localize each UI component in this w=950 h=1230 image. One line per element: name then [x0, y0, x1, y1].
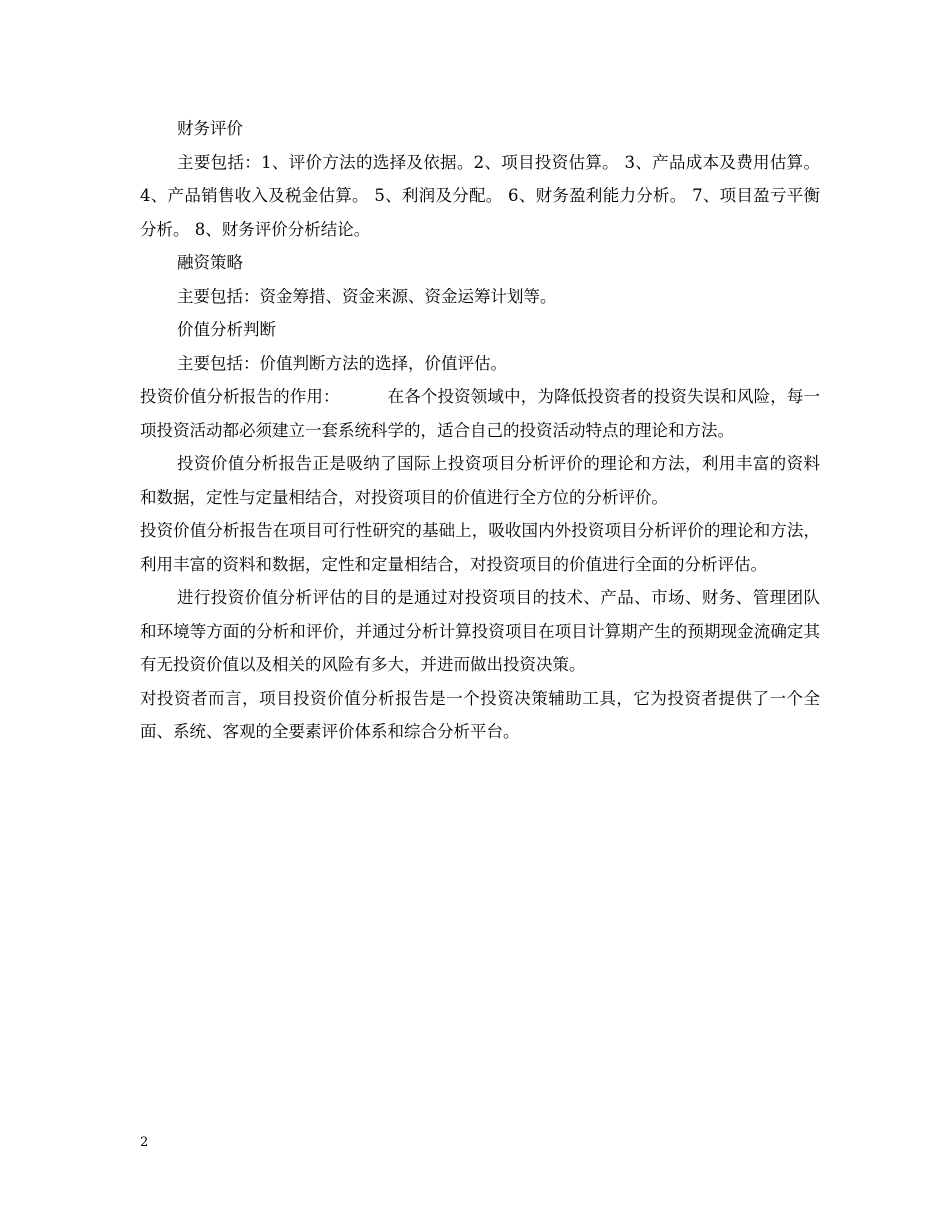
document-page [140, 112, 820, 749]
section-heading-financial-evaluation: 财务评价 [177, 119, 243, 138]
body-paragraph: 投资价值分析报告在项目可行性研究的基础上，吸收国内外投资项目分析评价的理论和方法，利用丰富的资料和数据，定性和定量相结合，对投资项目的价值进行全面的分析评估。 [140, 521, 820, 574]
section-body-financial-evaluation: 主要包括：1、评价方法的选择及依据。2、项目投资估算。 3、产品成本及费用估算。 4、产品销售收入及税金估算。 5、利润及分配。 6、财务盈利能力分析。 7、项目盈亏平衡分析。 8、财务评价分析结论。 [140, 152, 820, 239]
body-paragraph: 投资价值分析报告正是吸纳了国际上投资项目分析评价的理论和方法，利用丰富的资料和数据，定性与定量相结合，对投资项目的价值进行全方位的分析评价。 [140, 454, 820, 507]
section-heading-financing-strategy: 融资策略 [177, 253, 243, 272]
section-body-financing-strategy: 主要包括：资金筹措、资金来源、资金运筹计划等。 [177, 286, 557, 306]
role-label: 投资价值分析报告的作用： [140, 387, 340, 406]
role-paragraph [140, 380, 820, 447]
section-body-value-analysis: 主要包括：价值判断方法的选择，价值评估。 [177, 353, 507, 373]
section-heading-value-analysis: 价值分析判断 [177, 320, 276, 339]
page-number: 2 [140, 1135, 149, 1150]
body-paragraph: 进行投资价值分析评估的目的是通过对投资项目的技术、产品、市场、财务、管理团队和环境等方面的分析和评价，并通过分析计算投资项目在项目计算期产生的预期现金流确定其有无投资价值以及相关的风险有多大，并进而做出投资决策。 [140, 588, 820, 674]
role-text: 在各个投资领域中，为降低投资者的投资失误和风险，每一项投资活动都必须建立一套系统科学的，适合自己的投资活动特点的理论和方法。 [140, 387, 821, 440]
body-paragraph: 对投资者而言，项目投资价值分析报告是一个投资决策辅助工具，它为投资者提供了一个全面、系统、客观的全要素评价体系和综合分析平台。 [140, 688, 820, 741]
